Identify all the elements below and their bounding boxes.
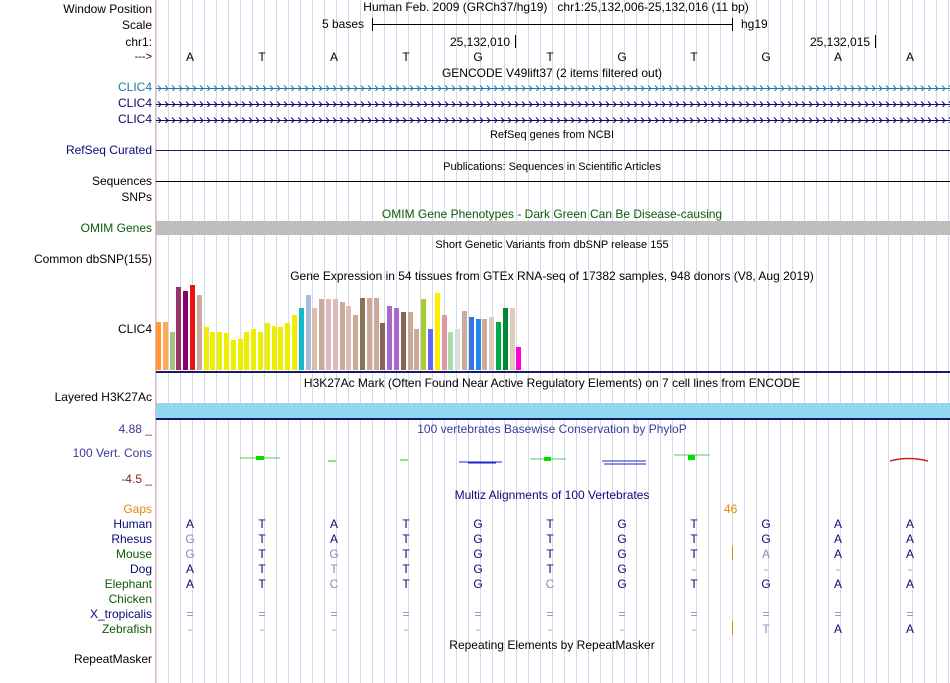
track-label-zebrafish[interactable]: Zebrafish xyxy=(101,622,152,636)
alignment-base-human: A xyxy=(329,517,338,531)
track-label-mouse[interactable]: Mouse xyxy=(115,547,152,561)
gtex-tissue-bar[interactable] xyxy=(231,340,236,370)
alignment-base-x_tropicalis: = xyxy=(258,607,266,621)
position-range: chr1:25,132,006-25,132,016 (11 bp) xyxy=(557,0,749,14)
alignment-base-elephant: T xyxy=(402,577,410,591)
alignment-base-x_tropicalis: = xyxy=(762,607,770,621)
track-label-elephant[interactable]: Elephant xyxy=(104,577,152,591)
track-label-100-vert-cons[interactable]: 100 Vert. Cons xyxy=(72,446,152,460)
alignment-base-zebrafish: - xyxy=(620,622,624,636)
track-label-scale[interactable]: Scale xyxy=(121,18,152,32)
reference-base: A xyxy=(185,50,194,64)
reference-base: A xyxy=(329,50,338,64)
sequences-line[interactable] xyxy=(156,181,950,182)
alignment-base-elephant: A xyxy=(185,577,194,591)
alignment-base-dog: T xyxy=(330,562,338,576)
gtex-tissue-bar[interactable] xyxy=(448,332,453,370)
track-label-human[interactable]: Human xyxy=(113,517,152,531)
alignment-base-rhesus: G xyxy=(617,532,627,546)
dbsnp-track-title: Short Genetic Variants from dbSNP release 155 xyxy=(435,239,669,251)
gtex-tissue-bar[interactable] xyxy=(258,332,263,370)
gtex-tissue-bar[interactable] xyxy=(482,319,487,370)
alignment-base-mouse: G xyxy=(185,547,195,561)
alignment-base-human: G xyxy=(473,517,483,531)
alignment-base-x_tropicalis: = xyxy=(618,607,626,621)
gtex-tissue-bar[interactable] xyxy=(401,312,406,370)
alignment-base-elephant: G xyxy=(473,577,483,591)
alignment-base-elephant: A xyxy=(905,577,914,591)
gtex-tissue-bar[interactable] xyxy=(210,332,215,370)
omim-track-title: OMIM Gene Phenotypes - Dark Green Can Be Disease-causing xyxy=(381,207,723,221)
gtex-tissue-bar[interactable] xyxy=(462,311,467,370)
track-label-refseq-curated[interactable]: RefSeq Curated xyxy=(65,143,152,157)
gtex-tissue-bar[interactable] xyxy=(278,327,283,370)
track-image[interactable] xyxy=(156,0,950,683)
alignment-base-x_tropicalis: = xyxy=(402,607,410,621)
reference-base: G xyxy=(473,50,483,64)
track-label-repeatmasker[interactable]: RepeatMasker xyxy=(73,652,152,666)
gtex-tissue-bar[interactable] xyxy=(414,329,419,370)
reference-base: G xyxy=(617,50,627,64)
track-label-clic4[interactable]: CLIC4 xyxy=(117,96,152,110)
alignment-base-human: G xyxy=(617,517,627,531)
track-label-layered-h3k27ac[interactable]: Layered H3K27Ac xyxy=(54,390,152,404)
alignment-base-rhesus: A xyxy=(905,532,914,546)
alignment-base-dog: G xyxy=(473,562,483,576)
alignment-base-mouse: A xyxy=(761,547,770,561)
refseq-track-title: RefSeq genes from NCBI xyxy=(489,129,615,141)
gtex-tissue-bar[interactable] xyxy=(346,306,351,370)
alignment-base-mouse: T xyxy=(258,547,266,561)
alignment-base-mouse: G xyxy=(473,547,483,561)
alignment-base-zebrafish: A xyxy=(833,622,842,636)
alignment-base-dog: - xyxy=(836,562,840,576)
gtex-tissue-bar[interactable] xyxy=(455,329,460,370)
gtex-tissue-bar[interactable] xyxy=(217,332,222,370)
scale-bar-start xyxy=(372,18,373,31)
gencode-transcript-1[interactable] xyxy=(156,82,950,91)
track-label-[interactable]: ---> xyxy=(134,51,152,63)
gtex-tissue-bar[interactable] xyxy=(442,315,447,370)
coord-label-1: 25,132,010 xyxy=(450,35,511,49)
alignment-base-rhesus: G xyxy=(185,532,195,546)
gtex-tissue-bar[interactable] xyxy=(476,319,481,370)
gtex-tissue-bar[interactable] xyxy=(190,285,195,370)
gtex-tissue-bar[interactable] xyxy=(197,295,202,370)
omim-gene-bar[interactable] xyxy=(156,221,950,235)
window-position xyxy=(363,0,748,14)
h3k27ac-track-title: H3K27Ac Mark (Often Found Near Active Regulatory Elements) on 7 cell lines from ENCODE xyxy=(303,376,801,390)
alignment-base-rhesus: G xyxy=(761,532,771,546)
gtex-tissue-bar[interactable] xyxy=(360,298,365,370)
gtex-tissue-bar[interactable] xyxy=(326,299,331,370)
refseq-gene-line[interactable] xyxy=(156,150,950,151)
gtex-tissue-bar[interactable] xyxy=(421,299,426,370)
alignment-base-zebrafish: - xyxy=(188,622,192,636)
track-label-window-position[interactable]: Window Position xyxy=(63,2,152,16)
alignment-base-zebrafish: - xyxy=(404,622,408,636)
gencode-transcript-3[interactable] xyxy=(156,114,950,123)
gtex-tissue-bar[interactable] xyxy=(319,299,324,370)
gtex-tissue-bar[interactable] xyxy=(353,315,358,370)
alignment-base-elephant: A xyxy=(833,577,842,591)
gtex-track-title: Gene Expression in 54 tissues from GTEx RNA-seq of 17382 samples, 948 donors (V8, Aug 2019) xyxy=(290,269,814,283)
gtex-tissue-bar[interactable] xyxy=(183,291,188,370)
phylop-plot[interactable] xyxy=(156,440,950,480)
track-label-chr1[interactable]: chr1: xyxy=(125,35,152,49)
coord-label-2: 25,132,015 xyxy=(810,35,871,49)
gtex-tissue-bar[interactable] xyxy=(510,308,515,370)
track-label-snps[interactable]: SNPs xyxy=(121,190,152,204)
scale-bar xyxy=(372,24,732,25)
reference-base: G xyxy=(761,50,771,64)
phylop-mark-8 xyxy=(890,459,928,462)
gtex-tissue-bar[interactable] xyxy=(251,329,256,370)
alignment-base-elephant: G xyxy=(761,577,771,591)
gtex-tissue-bar[interactable] xyxy=(306,295,311,370)
alignment-base-human: A xyxy=(905,517,914,531)
track-label-panel xyxy=(0,0,155,683)
gtex-tissue-bar[interactable] xyxy=(496,322,501,370)
alignment-base-dog: G xyxy=(617,562,627,576)
track-label-chicken[interactable]: Chicken xyxy=(108,592,152,606)
phylop-mark-1-peak xyxy=(256,456,264,460)
scale-bar-end xyxy=(732,18,733,31)
alignment-base-x_tropicalis: = xyxy=(690,607,698,621)
coord-tick-2 xyxy=(875,35,876,48)
alignment-base-mouse: T xyxy=(402,547,410,561)
reference-base: A xyxy=(905,50,914,64)
gencode-track-title: GENCODE V49lift37 (2 items filtered out) xyxy=(441,66,663,80)
alignment-base-zebrafish: - xyxy=(476,622,480,636)
phylop-track-title: 100 vertebrates Basewise Conservation by PhyloP xyxy=(417,422,687,436)
alignment-base-elephant: G xyxy=(617,577,627,591)
gtex-tissue-bar[interactable] xyxy=(176,287,181,370)
gtex-tissue-bar[interactable] xyxy=(224,333,229,370)
gencode-transcript-2[interactable] xyxy=(156,98,950,107)
alignment-base-human: T xyxy=(402,517,410,531)
alignment-base-dog: - xyxy=(908,562,912,576)
publications-track-title: Publications: Sequences in Scientific Articles xyxy=(443,161,661,173)
track-label-gaps[interactable]: Gaps xyxy=(123,502,152,516)
gtex-tissue-bar[interactable] xyxy=(408,312,413,370)
alignment-base-dog: T xyxy=(546,562,554,576)
alignment-base-x_tropicalis: = xyxy=(186,607,194,621)
gtex-tissue-bar[interactable] xyxy=(299,308,304,370)
track-label--4-5[interactable]: -4.5 _ xyxy=(121,472,152,486)
gap-count: 46 xyxy=(724,502,738,516)
alignment-base-rhesus: A xyxy=(329,532,338,546)
gtex-tissue-bar[interactable] xyxy=(340,302,345,370)
gtex-tissue-bar[interactable] xyxy=(333,299,338,370)
reference-base: T xyxy=(690,50,698,64)
track-label-clic4[interactable]: CLIC4 xyxy=(117,80,152,94)
alignment-base-human: T xyxy=(546,517,554,531)
gtex-tissue-bar[interactable] xyxy=(238,339,243,370)
phylop-mark-7-peak xyxy=(688,455,695,460)
alignment-base-zebrafish: A xyxy=(905,622,914,636)
scale-label: 5 bases xyxy=(322,17,365,31)
track-label-rhesus[interactable]: Rhesus xyxy=(111,532,152,546)
gtex-bar-chart[interactable] xyxy=(156,285,536,370)
alignment-base-rhesus: T xyxy=(690,532,698,546)
reference-base: T xyxy=(402,50,410,64)
gtex-tissue-bar[interactable] xyxy=(204,327,209,370)
h3k27ac-baseline xyxy=(156,418,950,420)
gtex-tissue-bar[interactable] xyxy=(272,326,277,370)
gtex-tissue-bar[interactable] xyxy=(170,332,175,370)
gtex-tissue-bar[interactable] xyxy=(374,298,379,370)
alignment-base-dog: A xyxy=(185,562,194,576)
gtex-tissue-bar[interactable] xyxy=(367,298,372,370)
gtex-tissue-bar[interactable] xyxy=(489,317,494,370)
gtex-tissue-bar[interactable] xyxy=(156,322,161,370)
track-label-common-dbsnp-155[interactable]: Common dbSNP(155) xyxy=(33,252,152,266)
track-label-sequences[interactable]: Sequences xyxy=(91,174,152,188)
phylop-mark-5-peak xyxy=(544,457,551,461)
alignment-base-dog: T xyxy=(402,562,410,576)
alignment-base-mouse: T xyxy=(690,547,698,561)
gtex-tissue-bar[interactable] xyxy=(244,332,249,370)
alignment-base-human: G xyxy=(761,517,771,531)
alignment-base-x_tropicalis: = xyxy=(546,607,554,621)
scale-db: hg19 xyxy=(741,17,768,31)
alignment-base-x_tropicalis: = xyxy=(474,607,482,621)
gtex-tissue-bar[interactable] xyxy=(292,315,297,370)
alignment-base-human: T xyxy=(258,517,266,531)
alignment-base-dog: - xyxy=(764,562,768,576)
gtex-tissue-bar[interactable] xyxy=(394,308,399,370)
alignment-base-mouse: A xyxy=(833,547,842,561)
alignment-base-mouse: A xyxy=(905,547,914,561)
reference-base: A xyxy=(833,50,842,64)
gtex-tissue-bar[interactable] xyxy=(265,323,270,370)
gtex-tissue-bar[interactable] xyxy=(428,329,433,370)
gtex-tissue-bar[interactable] xyxy=(380,323,385,370)
alignment-base-dog: - xyxy=(692,562,696,576)
alignment-base-rhesus: T xyxy=(402,532,410,546)
track-label-omim-genes[interactable]: OMIM Genes xyxy=(80,221,152,235)
track-label-x-tropicalis[interactable]: X_tropicalis xyxy=(89,607,152,621)
alignment-base-zebrafish: - xyxy=(332,622,336,636)
alignment-base-zebrafish: - xyxy=(260,622,264,636)
alignment-base-rhesus: A xyxy=(833,532,842,546)
alignment-base-x_tropicalis: = xyxy=(906,607,914,621)
alignment-base-elephant: T xyxy=(690,577,698,591)
alignment-base-rhesus: T xyxy=(546,532,554,546)
alignment-base-zebrafish: - xyxy=(548,622,552,636)
track-label-4-88[interactable]: 4.88 _ xyxy=(118,422,152,436)
gtex-tissue-bar[interactable] xyxy=(285,323,290,370)
gtex-tissue-bar[interactable] xyxy=(163,322,168,370)
mouse-insertion-mark xyxy=(732,546,733,560)
alignment-base-mouse: G xyxy=(617,547,627,561)
alignment-base-mouse: T xyxy=(546,547,554,561)
alignment-base-rhesus: G xyxy=(473,532,483,546)
gtex-baseline xyxy=(156,371,950,373)
alignment-base-zebrafish: T xyxy=(762,622,770,636)
alignment-base-elephant: C xyxy=(545,577,555,591)
alignment-base-rhesus: T xyxy=(258,532,266,546)
gtex-tissue-bar[interactable] xyxy=(312,308,317,370)
h3k27ac-signal-bar[interactable] xyxy=(156,403,950,418)
zebrafish-insertion-mark xyxy=(732,621,733,635)
reference-base: T xyxy=(546,50,554,64)
gtex-tissue-bar[interactable] xyxy=(469,317,474,370)
alignment-base-x_tropicalis: = xyxy=(330,607,338,621)
assembly-name: Human Feb. 2009 (GRCh37/hg19) xyxy=(363,0,548,14)
alignment-base-x_tropicalis: = xyxy=(834,607,842,621)
repeatmasker-track-title: Repeating Elements by RepeatMasker xyxy=(449,638,655,652)
alignment-base-mouse: G xyxy=(329,547,339,561)
multiz-track-title: Multiz Alignments of 100 Vertebrates xyxy=(454,488,650,502)
track-label-clic4[interactable]: CLIC4 xyxy=(117,112,152,126)
gtex-tissue-bar[interactable] xyxy=(387,306,392,370)
alignment-base-human: A xyxy=(833,517,842,531)
alignment-base-human: A xyxy=(185,517,194,531)
track-label-clic4[interactable]: CLIC4 xyxy=(117,322,152,336)
gtex-tissue-bar[interactable] xyxy=(516,347,521,370)
alignment-base-human: T xyxy=(690,517,698,531)
alignment-base-elephant: C xyxy=(329,577,339,591)
reference-base: T xyxy=(258,50,266,64)
coord-tick-1 xyxy=(515,35,516,48)
alignment-base-elephant: T xyxy=(258,577,266,591)
alignment-base-dog: T xyxy=(258,562,266,576)
alignment-base-zebrafish: - xyxy=(692,622,696,636)
gtex-tissue-bar[interactable] xyxy=(435,293,440,370)
gtex-tissue-bar[interactable] xyxy=(503,308,508,370)
track-label-dog[interactable]: Dog xyxy=(129,562,152,576)
